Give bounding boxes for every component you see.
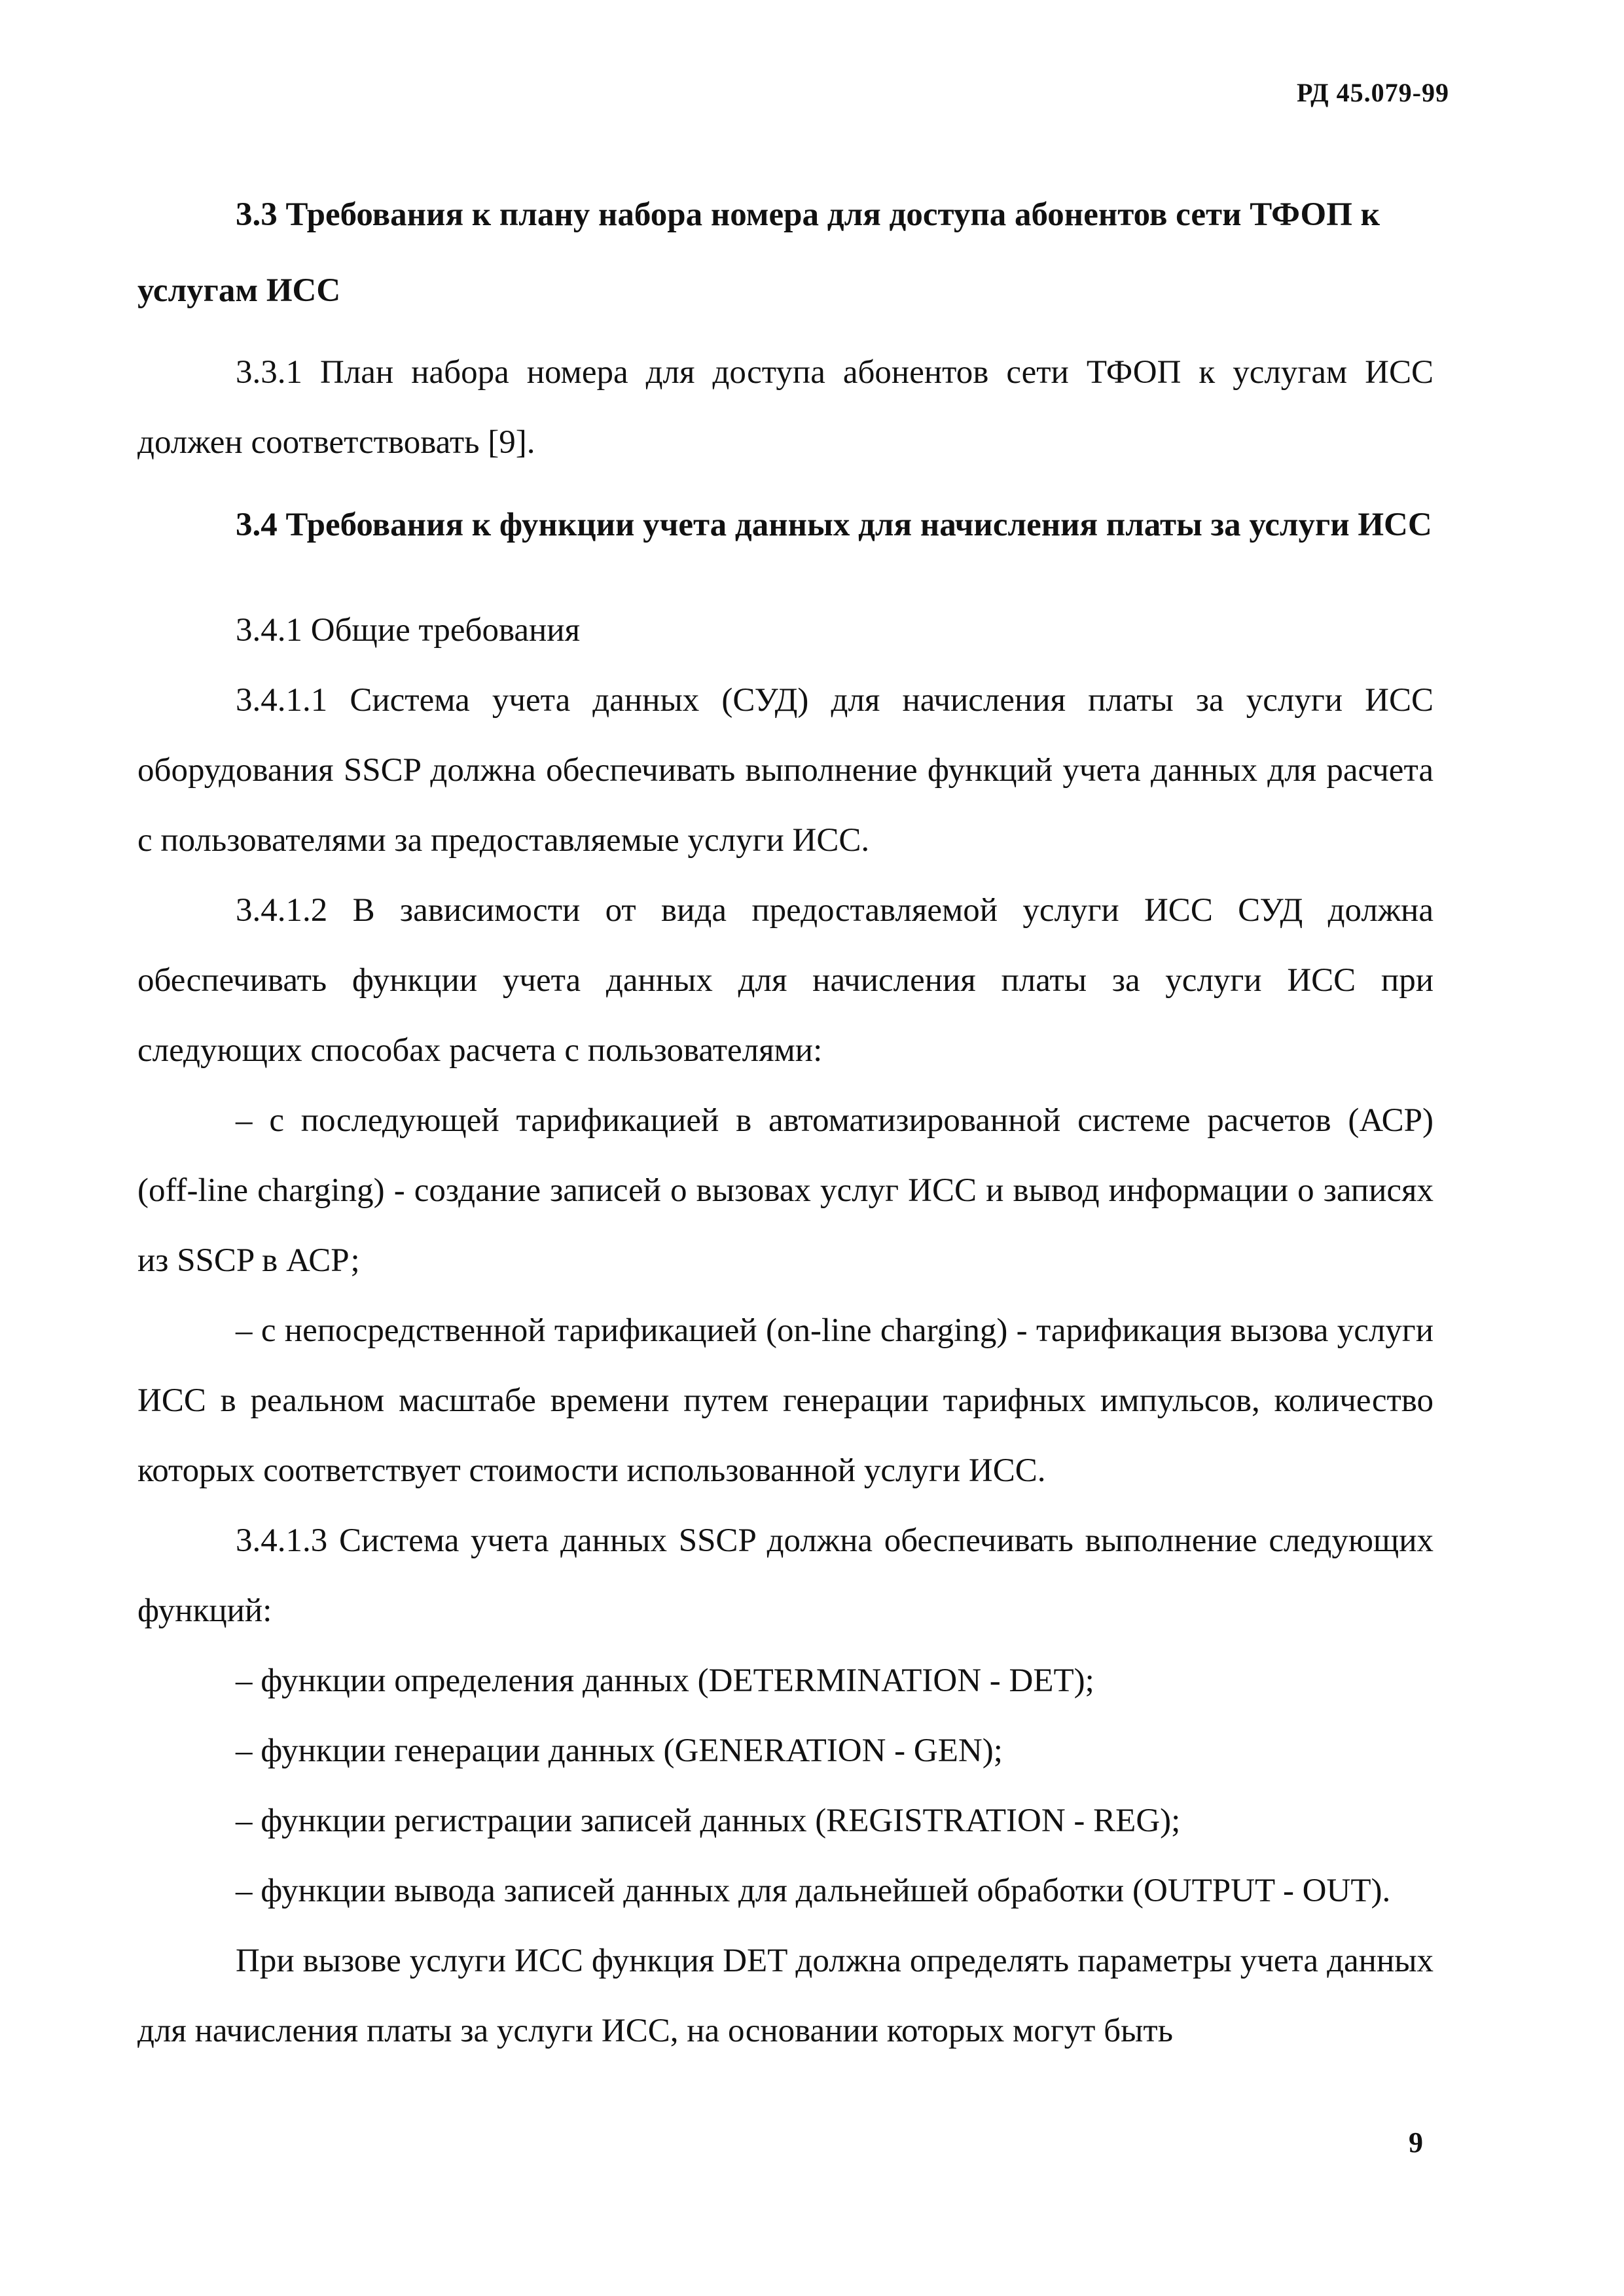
bullet-offline-charging: – с последующей тарификацией в автоматизированной системе расчетов (АСР) (off-line charging) - создание записей о вызовах услуг ИСС и вывод информации о записях из SSCP в АСР;: [137, 1102, 1434, 1279]
paragraph-det-parameters: При вызове услуги ИСС функция DET должна определять параметры учета данных для начисления платы за услуги ИСС, на основании которых могут быть: [137, 1943, 1434, 2049]
paragraph-3-4-1-1: 3.4.1.1 Система учета данных (СУД) для начисления платы за услуги ИСС оборудования SSCP должна обеспечивать выполнение функций учета данных для расчета с пользователями за предоставляемые услуги ИСС.: [137, 682, 1434, 859]
function-item-det: – функции определения данных (DETERMINATION - DET);: [236, 1662, 1094, 1699]
spacer: [137, 572, 1434, 596]
function-item-out: – функции вывода записей данных для дальнейшей обработки (OUTPUT - OUT).: [236, 1873, 1391, 1909]
paragraph-3-3-1: 3.3.1 План набора номера для доступа абонентов сети ТФОП к услугам ИСС должен соответствовать [9].: [137, 354, 1434, 461]
paragraph-3-4-1-2: 3.4.1.2 В зависимости от вида предоставляемой услуги ИСС СУД должна обеспечивать функции учета данных для начисления платы за услуги ИСС при следующих способах расчета с пользователями:: [137, 892, 1434, 1069]
bullet-online-charging: – с непосредственной тарификацией (on-line charging) - тарификация вызова услуги ИСС в реальном масштабе времени путем генерации тарифных импульсов, количество которых соответствует стоимости использованной услуги ИСС.: [137, 1312, 1434, 1489]
section-3-4-heading: 3.4 Требования к функции учета данных для начисления платы за услуги ИСС: [236, 507, 1432, 543]
paragraph-3-4-1: 3.4.1 Общие требования: [236, 612, 581, 649]
page-content: [137, 177, 1434, 2066]
section-3-3-heading: 3.3 Требования к плану набора номера для доступа абонентов сети ТФОП к услугам ИСС: [137, 196, 1380, 309]
paragraph-3-4-1-3: 3.4.1.3 Система учета данных SSCP должна обеспечивать выполнение следующих функций:: [137, 1522, 1434, 1629]
spacer: [137, 478, 1434, 487]
function-item-gen: – функции генерации данных (GENERATION - GEN);: [236, 1732, 1003, 1769]
document-code: РД 45.079-99: [1297, 78, 1449, 107]
page-number: 9: [1409, 2126, 1423, 2159]
function-item-reg: – функции регистрации записей данных (REGISTRATION - REG);: [236, 1803, 1181, 1839]
